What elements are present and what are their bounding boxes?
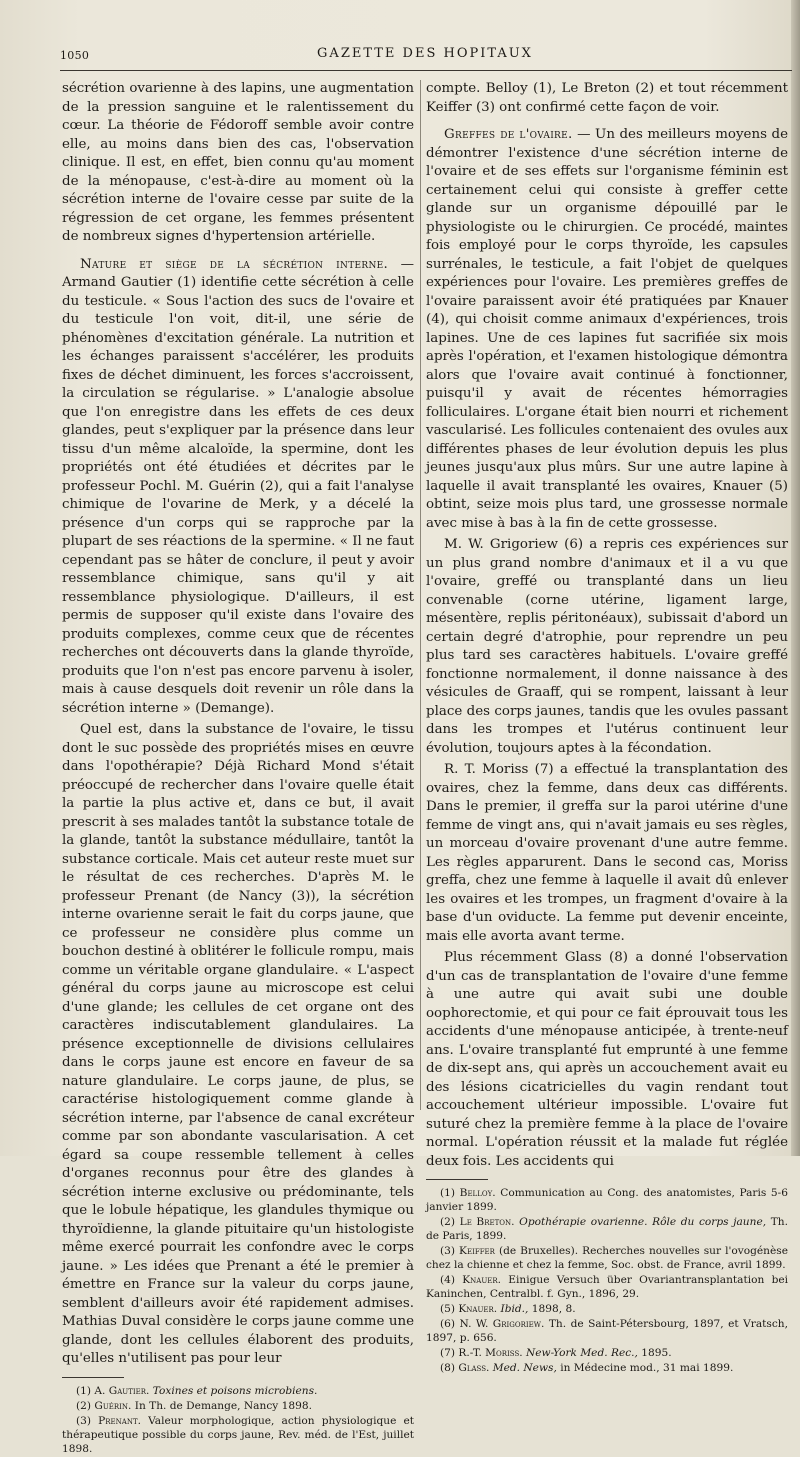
journal-title: GAZETTE DES HOPITAUX — [317, 46, 533, 61]
paragraph-with-heading — [426, 126, 788, 533]
page-edge-shadow — [791, 0, 800, 1156]
right-column — [426, 80, 788, 1376]
footnotes-left — [62, 1384, 414, 1456]
paragraph-text: — Un des meilleurs moyens de démontrer l'existence d'une sécrétion interne de l'ovaire et de ses effets sur l'organisme féminin est certainement celui qui consiste à greffer cette glande sur un organisme dépouillé par le physiologiste ou le chirurgien. Ce procédé, maintes fois employé pour le corps thyroïde, les capsules surrénales, le testicule, a fait l'objet de quelques expériences pour l'ovaire. Les premières greffes de l'ovaire paraissent avoir été pratiquées par Knauer (4), qui choisit comme animaux d'expériences, trois lapines. Une de ces lapines fut sacrifiée six mois après l'opération, et l'examen histologique démontra alors que l'ovaire avait continué à fonctionner, puisqu'il y avait de récentes hémorragies folliculaires. L'organe était bien nourri et richement vascularisé. Les follicules contenaient des ovules aux différentes phases de leur évolution depuis les plus jeunes jusqu'aux plus mûrs. Sur une autre lapine à laquelle il avait transplanté les ovaires, Knauer (5) obtint, seize mois plus tard, une grossesse normale avec mise à bas à la fin de cette grossesse. — [426, 127, 789, 531]
footnote: (4) Knauer. Einigue Versuch über Ovariantransplantation bei Kaninchen, Centralbl. f. Gyn., 1896, 29. — [426, 1274, 789, 1300]
section-heading: Nature et siège de la sécrétion interne. — [80, 256, 389, 272]
footnote: (8) Glass. Med. News, in Médecine mod., 31 mai 1899. — [440, 1362, 734, 1374]
footnotes-right — [426, 1186, 788, 1375]
footnote: (2) Le Breton. Opothérapie ovarienne. Rôle du corps jaune, Th. de Paris, 1899. — [426, 1216, 788, 1242]
footnote-rule — [62, 1377, 124, 1378]
page-number: 1050 — [60, 49, 90, 62]
paragraph-with-heading — [62, 256, 414, 719]
footnote: (3) Prenant. Valeur morphologique, action physiologique et thérapeutique possible du corps jaune, Rev. méd. de l'Est, juillet 1898. — [62, 1414, 414, 1455]
paragraph: R. T. Moriss (7) a effectué la transplantation des ovaires, chez la femme, dans deux cas différents. Dans le premier, il greffa sur la paroi utérine d'une femme de vingt ans, qui n'avait jamais eu ses règles, un morceau d'ovaire provenant d'une autre femme. Les règles apparurent. Dans le second cas, Moriss greffa, chez une femme à laquelle il avait dû enlever les ovaires et les trompes, un fragment d'ovaire à la base d'un oviducte. La femme put devenir enceinte, mais elle avorta avant terme. — [426, 762, 788, 944]
paragraph: Plus récemment Glass (8) a donné l'observation d'un cas de transplantation de l'ovaire d'une femme à une autre qui avait subi une double oophorectomie, et qui pour ce fait éprouvait tous les accidents d'une ménopause anticipée, à trente-neuf ans. L'ovaire transplanté fut emprunté à une femme de dix-sept ans, qui après un accouchement avait eu des lésions cicatricielles du vagin rendant tout accouchement ultérieur impossible. L'ovaire fut suturé chez la première femme à la place de l'ovaire normal. L'opération réussit et la malade fut réglée deux fois. Les accidents qui — [426, 950, 788, 1169]
footnote-rule — [426, 1179, 488, 1180]
section-heading: Greffes de l'ovaire. — [444, 127, 573, 142]
paragraph: compte. Belloy (1), Le Breton (2) et tout récemment Keiffer (3) ont confirmé cette façon de voir. — [426, 81, 788, 115]
paragraph: sécrétion ovarienne à des lapins, une augmentation de la pression sanguine et le ralentissement du cœur. La théorie de Fédoroff semble avoir contre elle, au moins dans bien des cas, l'observation clinique. Il est, en effet, bien connu qu'au moment de la ménopause, c'est-à-dire au moment où la sécrétion interne de l'ovaire cesse par suite de la régression de cet organe, les femmes présentent de nombreux signes d'hypertension artérielle. — [62, 81, 414, 244]
footnote: (3) Keiffer (de Bruxelles). Recherches nouvelles sur l'ovogénèse chez la chienne et chez la femme, Soc. obst. de France, avril 1899. — [426, 1245, 788, 1271]
paragraph: M. W. Grigoriew (6) a repris ces expériences sur un plus grand nombre d'animaux et il a vu que l'ovaire, greffé ou transplanté dans un lieu convenable (corne utérine, ligament large, mésentère, replis péritonéaux), subissait d'abord un certain degré d'atrophie, pour reprendre un peu plus tard ses caractères habituels. L'ovaire greffé fonctionne normalement, il donne naissance à des vésicules de Graaff, qui se rompent, laissant à leur place des corps jaunes, tandis que les ovules passant dans les trompes et l'utérus continuent leur évolution, toujours aptes à la fécondation. — [426, 537, 788, 756]
paragraph: Quel est, dans la substance de l'ovaire, le tissu dont le suc possède des propriétés mises en œuvre dans l'opothérapie? Déjà Richard Mond s'était préoccupé de rechercher dans l'ovaire quelle était la partie la plus active et, dans ce but, il avait prescrit à ses malades tantôt la substance totale de la glande, tantôt la substance médullaire, tantôt la substance corticale. Mais cet auteur reste muet sur le résultat de ces recherches. D'après M. le professeur Prenant (de Nancy (3)), la sécrétion interne ovarienne serait le fait du corps jaune, que ce professeur ne considère plus comme un bouchon destiné à oblitérer le follicule rompu, mais comme un véritable organe glandulaire. « L'aspect général du corps jaune au microscope est celui d'une glande; les cellules de cet organe ont des caractères indiscutablement glandulaires. La présence exceptionnelle de divisions cellulaires dans le corps jaune est encore en faveur de sa nature glandulaire. Le corps jaune, de plus, se caractérise histologiquement comme glande à sécrétion interne, par l'absence de canal excréteur comme par son abondante vascularisation. A cet égard sa coupe ressemble tellement à celles d'organes reconnus pour être des glandes à sécrétion interne exclusive ou prédominante, tels que le lobule hépatique, les glandules thymique ou thyroïdienne, la glande pituitaire qu'un histologiste même exercé pourrait les confondre avec le corps jaune. » Les idées que Prenant a été le premier à émettre en France sur la valeur du corps jaune, semblent d'ailleurs avoir été rapidement admises. Mathias Duval considère le corps jaune comme une glande, dont les cellules élaborent des produits, qu'elles n'utilisent pas pour leur — [62, 722, 414, 1366]
footnote: (2) Guérin. In Th. de Demange, Nancy 1898. — [76, 1399, 312, 1412]
page-header — [60, 42, 790, 70]
footnote: (6) N. W. Grigoriew. Th. de Saint-Pétersbourg, 1897, et Vratsch, 1897, p. 656. — [426, 1318, 788, 1344]
header-rule — [60, 70, 792, 71]
footnote: (1) Belloy. Communication au Cong. des anatomistes, Paris 5-6 janvier 1899. — [426, 1187, 788, 1213]
footnote: (7) R.-T. Moriss. New-York Med. Rec., 1895. — [440, 1347, 672, 1359]
column-divider — [420, 80, 421, 1110]
footnote: (5) Knauer. Ibid., 1898, 8. — [440, 1303, 576, 1315]
paragraph-text: — Armand Gautier (1) identifie cette sécrétion à celle du testicule. « Sous l'action des sucs de l'ovaire et du testicule l'on voit, dit-il, une série de phénomènes d'excitation générale. La nutrition et les échanges paraissent s'accélérer, les produits fixes de déchet diminuent, les forces s'accroissent, la circulation se régularise. » L'analogie absolue que l'on enregistre dans les effets de ces deux glandes, peut s'expliquer par la présence dans leur tissu d'un même alcaloïde, la spermine, dont les propriétés ont été étudiées et décrites par le professeur Pochl. M. Guérin (2), qui a fait l'analyse chimique de l'ovarine de Merk, y a décelé la présence d'un corps qui se rapproche par la plupart de ses réactions de la spermine. « Il ne faut cependant pas se hâter de conclure, il peut y avoir ressemblance chimique, sans qu'il y ait ressemblance physiologique. D'ailleurs, il est permis de supposer qu'il existe dans l'ovaire des produits complexes, comme ceux que de récentes recherches ont découverts dans la glande thyroïde, produits que l'on n'est pas encore parvenu à isoler, mais à cause desquels doit revenir un rôle dans la sécrétion interne » (Demange). — [62, 256, 414, 716]
footnote: (1) A. Gautier. Toxines et poisons microbiens. — [76, 1384, 318, 1397]
left-column — [62, 80, 414, 1457]
